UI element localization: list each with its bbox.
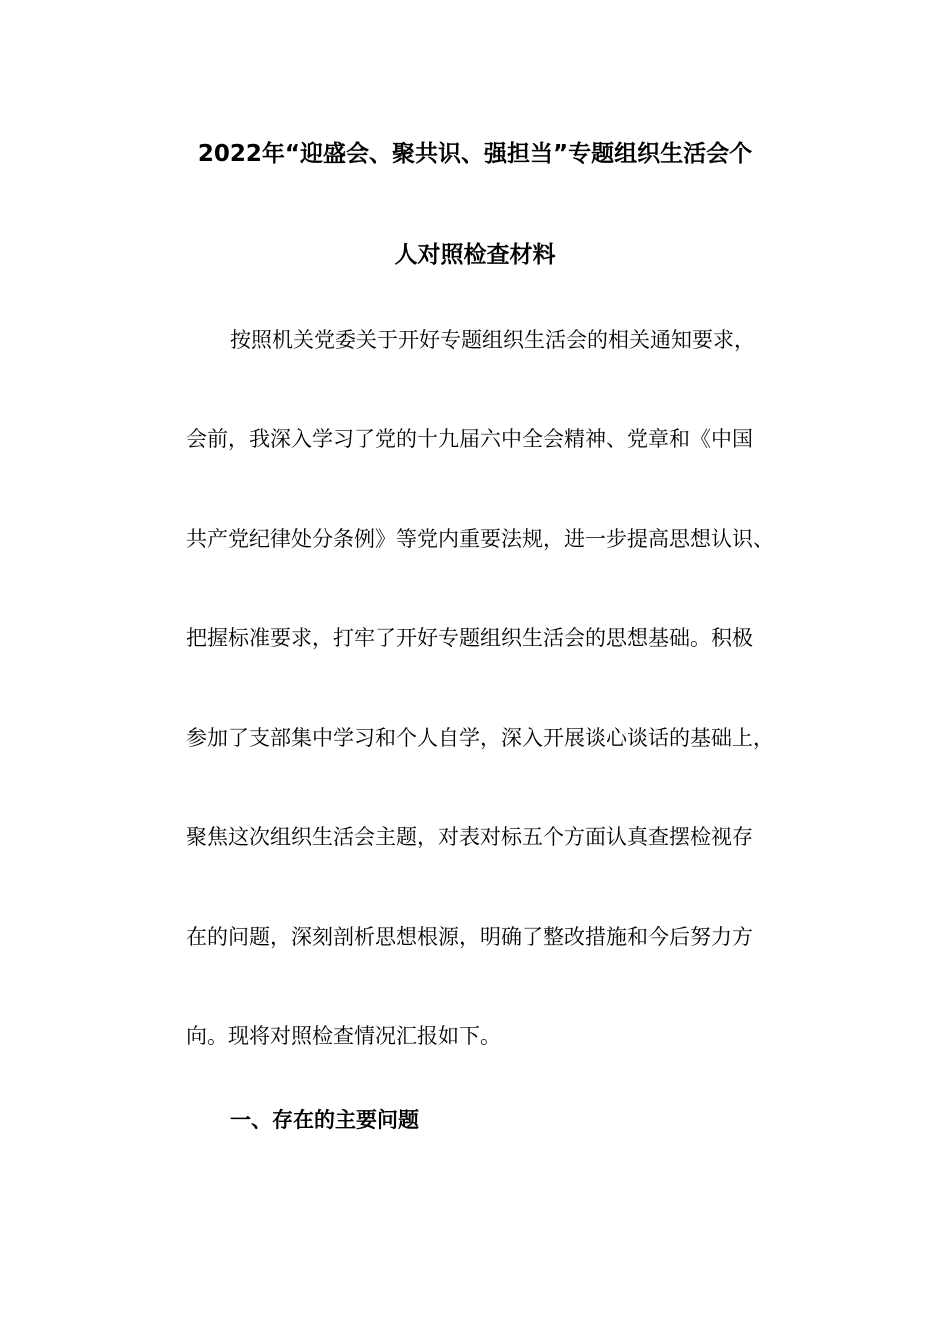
section-heading: 一、存在的主要问题 [230,1108,419,1132]
document-title-line-2: 人对照检查材料 [394,242,556,268]
paragraph-line-4: 把握标准要求，打牢了开好专题组织生活会的思想基础。积极 [186,626,753,650]
paragraph-line-3: 共产党纪律处分条例》等党内重要法规，进一步提高思想认识、 [186,527,774,551]
paragraph-line-6: 聚焦这次组织生活会主题，对表对标五个方面认真查摆检视存 [186,825,753,849]
paragraph-line-1: 按照机关党委关于开好专题组织生活会的相关通知要求， [230,328,755,352]
document-title-line-1: 2022年“迎盛会、聚共识、强担当”专题组织生活会个 [197,141,753,167]
paragraph-line-8: 向。现将对照检查情况汇报如下。 [186,1024,501,1048]
paragraph-line-5: 参加了支部集中学习和个人自学，深入开展谈心谈话的基础上， [186,726,774,750]
paragraph-line-7: 在的问题，深刻剖析思想根源，明确了整改措施和今后努力方 [186,925,753,949]
paragraph-line-2: 会前，我深入学习了党的十九届六中全会精神、党章和《中国 [186,427,753,451]
